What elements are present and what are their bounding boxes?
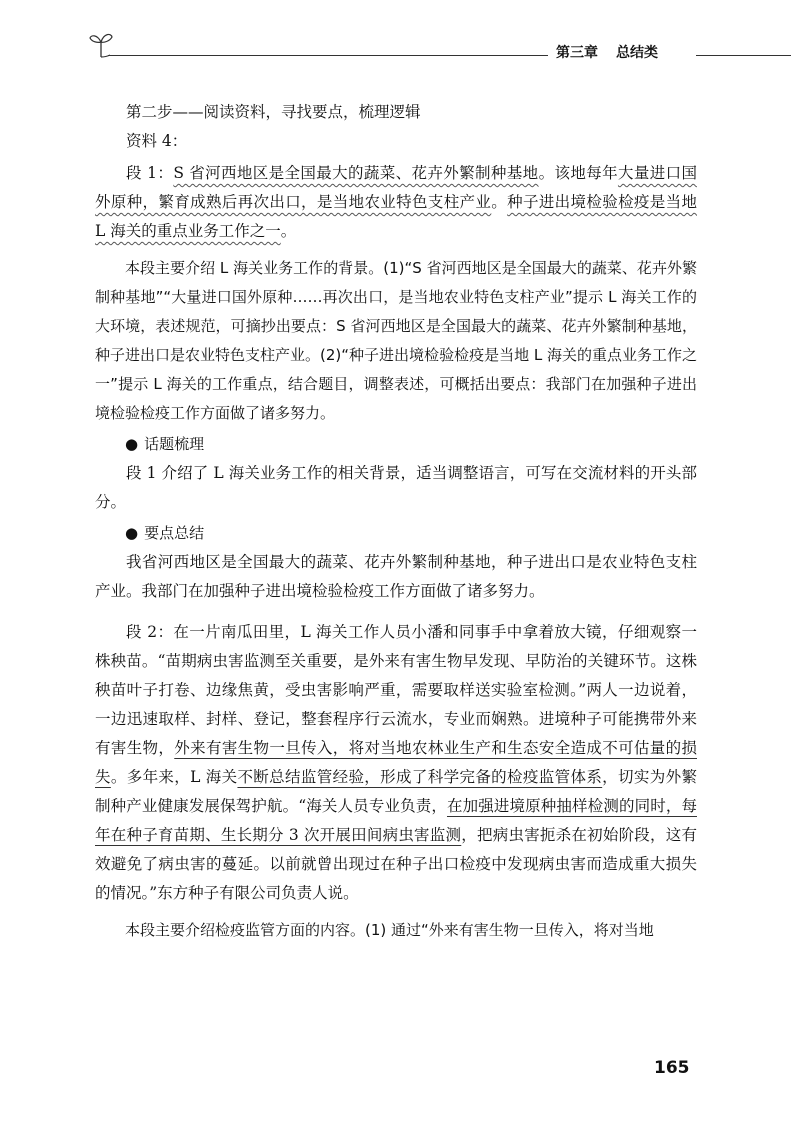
topic-heading	[125, 430, 697, 459]
analysis-paragraph-2: 本段主要介绍检疫监管方面的内容。(1) 通过“外来有害生物一旦传入，将对当地	[125, 921, 654, 939]
summary-text: 我省河西地区是全国最大的蔬菜、花卉外繁制种基地，种子进出口是农业特色支柱产业。我部门在加强种子进出境检验检疫工作方面做了诸多努力。	[95, 553, 697, 600]
summary-label: 要点总结	[144, 524, 205, 542]
page-header	[88, 28, 788, 68]
underlined-phrase: 大量进口国外原种，繁育成熟后再次出口，是当地农业特色支柱产业	[95, 164, 697, 211]
underlined-phrase: 在加强进境原种抽样检测的同时，每年在种子育苗期、生长期分 3 次开展田间病虫害监测	[95, 797, 697, 844]
paragraph-2-label: 段 2：	[126, 623, 174, 641]
topic-label: 话题梳理	[144, 435, 205, 453]
header-rule-right	[696, 55, 791, 56]
underlined-phrase: S 省河西地区是全国最大的蔬菜、花卉外繁制种基地	[173, 164, 539, 182]
step-title: 第二步——阅读资料，寻找要点，梳理逻辑	[126, 103, 421, 121]
text-segment: 。	[280, 222, 297, 240]
text-segment: 。多年来，L 海关	[110, 768, 238, 786]
material-label: 资料 4：	[126, 132, 188, 150]
paragraph-1-label: 段 1：	[126, 164, 174, 182]
text-segment: 。该地每年	[538, 164, 618, 182]
chapter-number: 第三章	[556, 45, 598, 61]
text-segment: 在一片南瓜田里，L 海关工作人员小潘和同事手中拿着放大镜，仔细观察一株秧苗。“苗期病虫害监测至关重要，是外来有害生物早发现、早防治的关键环节。这株秧苗叶子打卷、边缘焦黄，受虫害影响严重，需要取样送实验室检测。”两人一边说着，一边迅速取样、封样、登记，整套程序行云流水，专业而娴熟。进境种子可能携带外来有害生物，	[95, 623, 697, 757]
underlined-phrase: 不断总结监管经验，形成了科学完备的检疫监管体系	[237, 768, 603, 786]
chapter-heading	[556, 42, 658, 62]
analysis-paragraph-1: 本段主要介绍 L 海关业务工作的背景。(1)“S 省河西地区是全国最大的蔬菜、花卉外繁制种基地”“大量进口国外原种……再次出口，是当地农业特色支柱产业”提示 L 海关工作的大环境，表述规范，可摘抄出要点：S 省河西地区是全国最大的蔬菜、花卉外繁制种基地，种子进出口是农业特色支柱产业。(2)“种子进出境检验检疫是当地 L 海关的重点业务工作之一”提示 L 海关的工作重点，结合题目，调整表述，可概括出要点：我部门在加强种子进出境检验检疫工作方面做了诸多努力。	[95, 259, 697, 422]
page-number: 165	[654, 1058, 690, 1078]
header-rule-left	[108, 55, 548, 56]
bullet-icon: ●	[125, 524, 139, 542]
paragraph-1	[95, 159, 697, 246]
text-segment: ，切实为外繁制种产业健康发展保驾护航。“海关人员专业负责，	[95, 768, 697, 815]
text-segment: ，把病虫害扼杀在初始阶段，这有效避免了病虫害的蔓延。以前就曾出现过在种子出口检疫中发现病虫害而造成重大损失的情况。”东方种子有限公司负责人说。	[95, 826, 697, 902]
summary-heading	[125, 519, 697, 548]
page-body	[95, 98, 697, 945]
underlined-phrase: 种子进出境检验检疫是当地 L 海关的重点业务工作之一	[95, 193, 697, 240]
sprout-icon	[88, 28, 114, 58]
topic-text: 段 1 介绍了 L 海关业务工作的相关背景，适当调整语言，可写在交流材料的开头部分。	[95, 464, 697, 511]
bullet-icon: ●	[125, 435, 139, 453]
underlined-phrase: 外来有害生物一旦传入，将对当地农林业生产和生态安全造成不可估量的损失	[95, 739, 697, 786]
text-segment: 。	[491, 193, 508, 211]
chapter-title: 总结类	[616, 45, 658, 61]
paragraph-2	[95, 618, 697, 908]
